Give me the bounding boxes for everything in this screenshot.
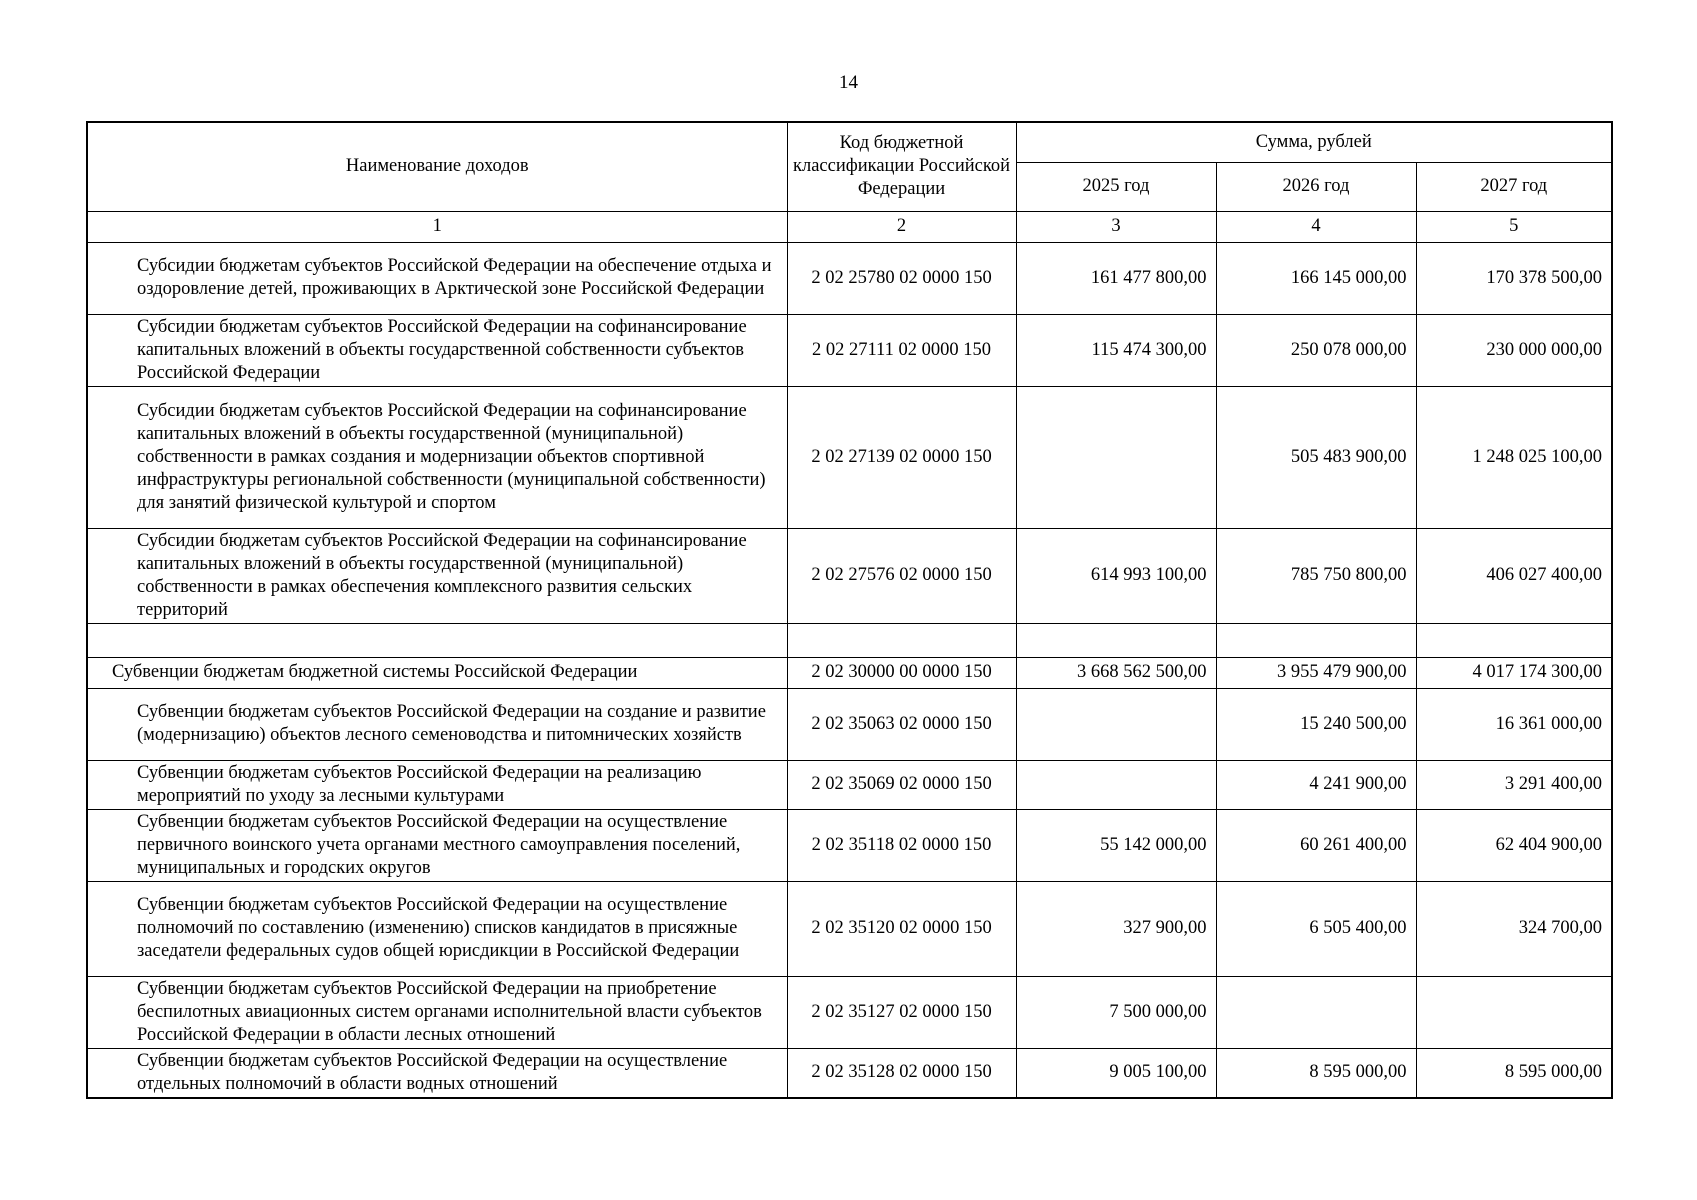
- amount-2027: 8 595 000,00: [1416, 1048, 1612, 1098]
- amount-2026: 15 240 500,00: [1216, 688, 1416, 760]
- budget-code: 2 02 35069 02 0000 150: [787, 760, 1016, 809]
- table-row-blank: [87, 623, 1612, 657]
- income-name: Субсидии бюджетам субъектов Российской Федерации на софинансирование капитальных вложений в объекты государственной собственности субъектов Российской Федерации: [87, 314, 787, 386]
- table-row: [87, 688, 1612, 760]
- amount-2026: 250 078 000,00: [1216, 314, 1416, 386]
- budget-table: [86, 121, 1613, 1099]
- amount-2027: 324 700,00: [1416, 881, 1612, 976]
- income-name: Субсидии бюджетам субъектов Российской Федерации на обеспечение отдыха и оздоровление детей, проживающих в Арктической зоне Российской Федерации: [87, 242, 787, 314]
- column-number: 4: [1216, 211, 1416, 242]
- table-row: [87, 809, 1612, 881]
- budget-code: 2 02 35127 02 0000 150: [787, 976, 1016, 1048]
- amount-2025: 614 993 100,00: [1016, 528, 1216, 623]
- budget-code: 2 02 25780 02 0000 150: [787, 242, 1016, 314]
- column-number: 3: [1016, 211, 1216, 242]
- income-name: Субвенции бюджетам субъектов Российской Федерации на осуществление отдельных полномочий в области водных отношений: [87, 1048, 787, 1098]
- amount-2026: 6 505 400,00: [1216, 881, 1416, 976]
- table-row: [87, 528, 1612, 623]
- amount-2027: 62 404 900,00: [1416, 809, 1612, 881]
- amount-2026: 4 241 900,00: [1216, 760, 1416, 809]
- header-sum: Сумма, рублей: [1016, 122, 1612, 162]
- page-number: 14: [839, 72, 858, 93]
- budget-code: 2 02 35120 02 0000 150: [787, 881, 1016, 976]
- budget-code: 2 02 27576 02 0000 150: [787, 528, 1016, 623]
- income-name: Субвенции бюджетам субъектов Российской Федерации на создание и развитие (модернизацию) объектов лесного семеноводства и питомнических хозяйств: [87, 688, 787, 760]
- header-code: Код бюджетной классификации Российской Федерации: [787, 122, 1016, 211]
- income-name: Субвенции бюджетам бюджетной системы Российской Федерации: [87, 657, 787, 688]
- income-name: [87, 623, 787, 657]
- amount-2026: 166 145 000,00: [1216, 242, 1416, 314]
- amount-2027: [1416, 623, 1612, 657]
- amount-2027: 1 248 025 100,00: [1416, 386, 1612, 528]
- budget-code: 2 02 27111 02 0000 150: [787, 314, 1016, 386]
- header-year-2026: 2026 год: [1216, 162, 1416, 211]
- amount-2027: 16 361 000,00: [1416, 688, 1612, 760]
- amount-2026: 3 955 479 900,00: [1216, 657, 1416, 688]
- income-name: Субвенции бюджетам субъектов Российской Федерации на приобретение беспилотных авиационных систем органами исполнительной власти субъектов Российской Федерации в области лесных отношений: [87, 976, 787, 1048]
- amount-2025: 161 477 800,00: [1016, 242, 1216, 314]
- amount-2026: 785 750 800,00: [1216, 528, 1416, 623]
- amount-2025: 9 005 100,00: [1016, 1048, 1216, 1098]
- amount-2027: 170 378 500,00: [1416, 242, 1612, 314]
- amount-2027: 230 000 000,00: [1416, 314, 1612, 386]
- header-year-2027: 2027 год: [1416, 162, 1612, 211]
- column-number: 5: [1416, 211, 1612, 242]
- amount-2025: [1016, 760, 1216, 809]
- income-name: Субсидии бюджетам субъектов Российской Федерации на софинансирование капитальных вложений в объекты государственной (муниципальной) собственности в рамках создания и модернизации объектов спортивной инфраструктуры региональной собственности (муниципальной собственности) для занятий физической культурой и спортом: [87, 386, 787, 528]
- table-row: [87, 386, 1612, 528]
- budget-code: 2 02 35063 02 0000 150: [787, 688, 1016, 760]
- table-row: [87, 242, 1612, 314]
- amount-2025: 55 142 000,00: [1016, 809, 1216, 881]
- amount-2025: [1016, 623, 1216, 657]
- table-row: [87, 976, 1612, 1048]
- budget-code: 2 02 35118 02 0000 150: [787, 809, 1016, 881]
- table-row: [87, 314, 1612, 386]
- amount-2026: [1216, 976, 1416, 1048]
- budget-code: 2 02 27139 02 0000 150: [787, 386, 1016, 528]
- income-name: Субвенции бюджетам субъектов Российской Федерации на реализацию мероприятий по уходу за лесными культурами: [87, 760, 787, 809]
- amount-2025: [1016, 688, 1216, 760]
- budget-code: 2 02 30000 00 0000 150: [787, 657, 1016, 688]
- amount-2027: 3 291 400,00: [1416, 760, 1612, 809]
- amount-2027: 4 017 174 300,00: [1416, 657, 1612, 688]
- column-number-row: [87, 211, 1612, 242]
- header-name: Наименование доходов: [87, 122, 787, 211]
- column-number: 2: [787, 211, 1016, 242]
- income-name: Субсидии бюджетам субъектов Российской Федерации на софинансирование капитальных вложений в объекты государственной (муниципальной) собственности в рамках обеспечения комплексного развития сельских территорий: [87, 528, 787, 623]
- amount-2026: [1216, 623, 1416, 657]
- header-year-2025: 2025 год: [1016, 162, 1216, 211]
- table-row: [87, 881, 1612, 976]
- amount-2026: 505 483 900,00: [1216, 386, 1416, 528]
- amount-2027: [1416, 976, 1612, 1048]
- income-name: Субвенции бюджетам субъектов Российской Федерации на осуществление первичного воинского учета органами местного самоуправления поселений, муниципальных и городских округов: [87, 809, 787, 881]
- table-row: [87, 1048, 1612, 1098]
- column-number: 1: [87, 211, 787, 242]
- budget-code: [787, 623, 1016, 657]
- table-row: [87, 760, 1612, 809]
- amount-2025: 3 668 562 500,00: [1016, 657, 1216, 688]
- amount-2026: 8 595 000,00: [1216, 1048, 1416, 1098]
- amount-2025: [1016, 386, 1216, 528]
- income-name: Субвенции бюджетам субъектов Российской Федерации на осуществление полномочий по составлению (изменению) списков кандидатов в присяжные заседатели федеральных судов общей юрисдикции в Российской Федерации: [87, 881, 787, 976]
- amount-2025: 115 474 300,00: [1016, 314, 1216, 386]
- table-row-group-total: [87, 657, 1612, 688]
- budget-code: 2 02 35128 02 0000 150: [787, 1048, 1016, 1098]
- amount-2025: 327 900,00: [1016, 881, 1216, 976]
- amount-2026: 60 261 400,00: [1216, 809, 1416, 881]
- amount-2025: 7 500 000,00: [1016, 976, 1216, 1048]
- amount-2027: 406 027 400,00: [1416, 528, 1612, 623]
